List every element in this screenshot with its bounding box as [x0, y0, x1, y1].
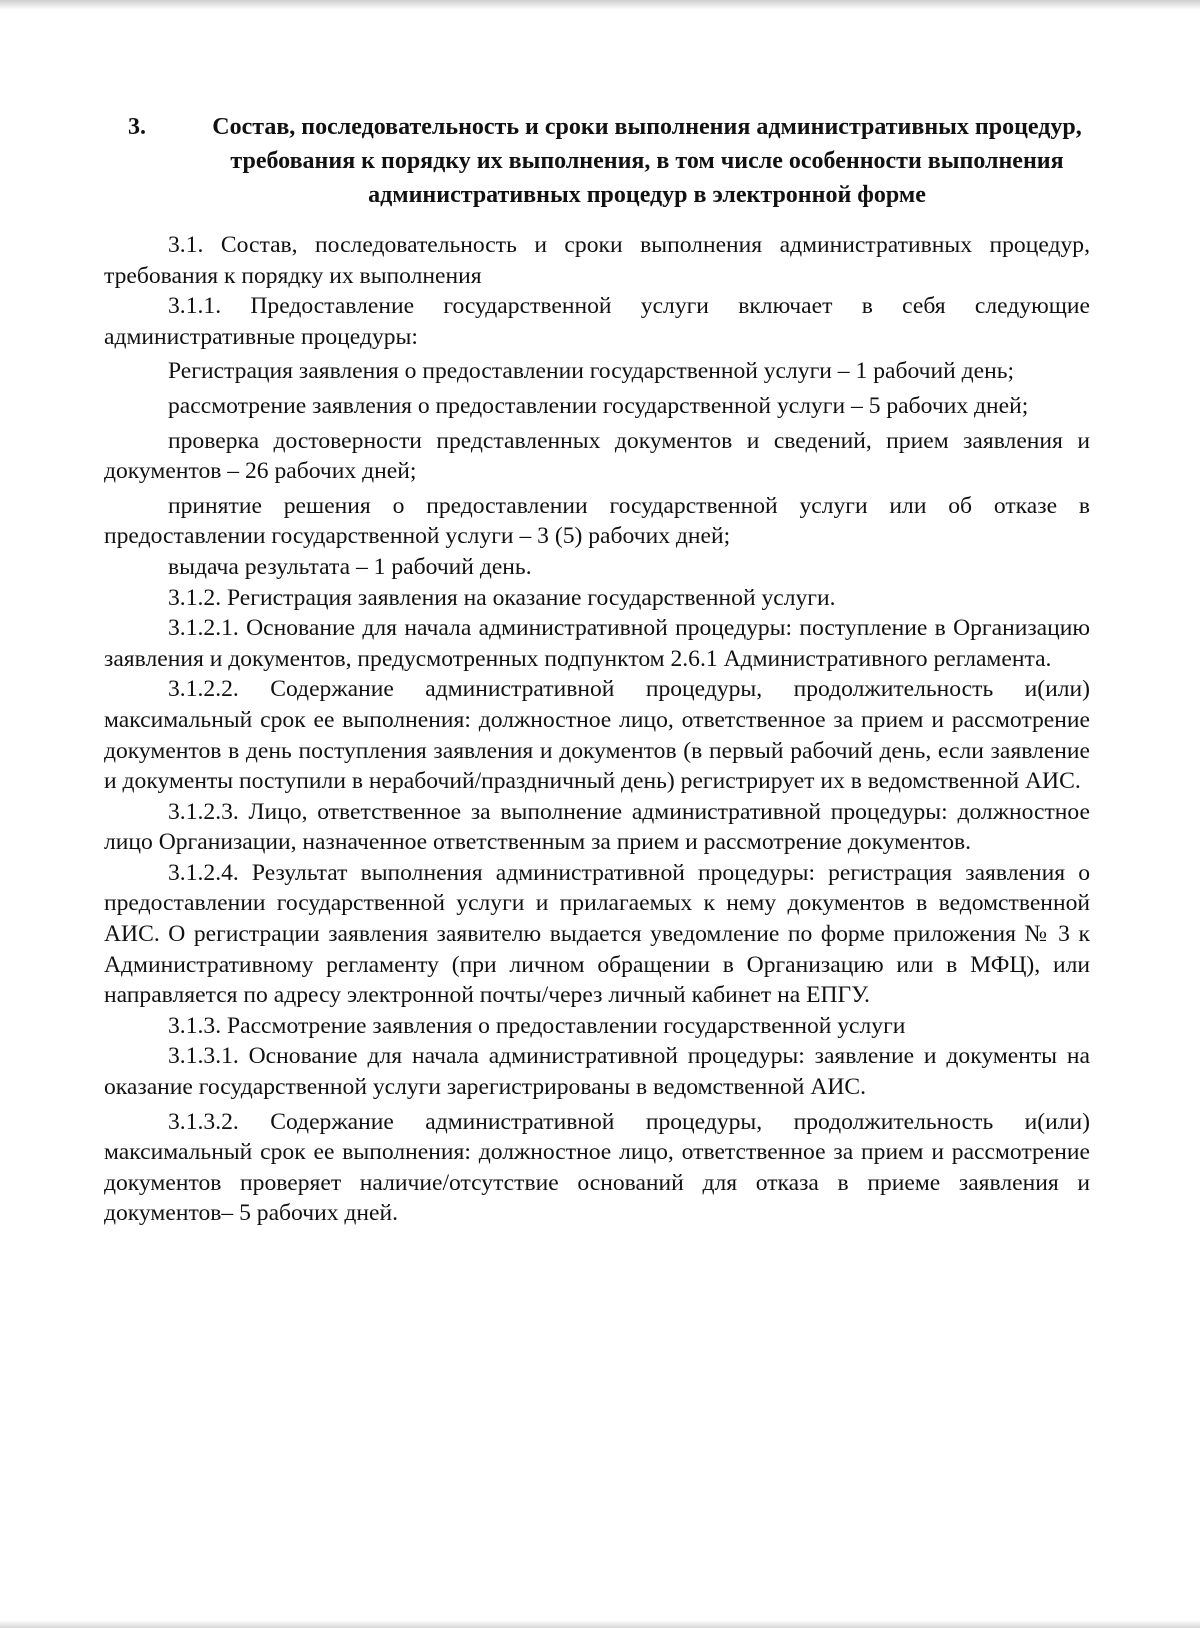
section-title: Состав, последовательность и сроки выполнения административных процедур, требования к порядку их выполнения, в том числе особенности выполнения административных процедур в электронной форме — [212, 114, 1082, 208]
document-body — [104, 230, 1090, 1229]
section-heading — [128, 110, 1098, 212]
paragraph-3-1-2-4: 3.1.2.4. Результат выполнения административной процедуры: регистрация заявления о предоставлении государственной услуги и прилагаемых к нему документов в ведомственной АИС. О регистрации заявления заявителю выдается уведомление по форме приложения № 3 к Административному регламенту (при личном обращении в Организацию или в МФЦ), или направляется по адресу электронной почты/через личный кабинет на ЕПГУ. — [104, 859, 1090, 1009]
list-item-registration: Регистрация заявления о предоставлении государственной услуги – 1 рабочий день; — [168, 358, 1015, 385]
paragraph-3-1-2-2: 3.1.2.2. Содержание административной процедуры, продолжительность и(или) максимальный срок ее выполнения: должностное лицо, ответственное за прием и рассмотрение документов в день поступления заявления и документов (в первый рабочий день, если заявление и документы поступили в нерабочий/праздничный день) регистрирует их в ведомственной АИС. — [104, 676, 1090, 795]
paragraph-3-1-3: 3.1.3. Рассмотрение заявления о предоставлении государственной услуги — [168, 1012, 906, 1039]
list-item-issuance: выдача результата – 1 рабочий день. — [168, 553, 532, 580]
paragraph-3-1-2: 3.1.2. Регистрация заявления на оказание государственной услуги. — [168, 584, 836, 611]
paragraph-3-1-1: 3.1.1. Предоставление государственной услуги включает в себя следующие административные процедуры: — [104, 293, 1090, 350]
list-item-review: рассмотрение заявления о предоставлении государственной услуги – 5 рабочих дней; — [168, 392, 1029, 419]
paragraph-3-1-3-2: 3.1.3.2. Содержание административной процедуры, продолжительность и(или) максимальный срок ее выполнения: должностное лицо, ответственное за прием и рассмотрение документов проверяет наличие/отсутствие оснований для отказа в приеме заявления и документов– 5 рабочих дней. — [104, 1108, 1090, 1227]
paragraph-3-1-2-3: 3.1.2.3. Лицо, ответственное за выполнение административной процедуры: должностное лицо Организации, назначенное ответственным за прием и рассмотрение документов. — [104, 798, 1090, 856]
paragraph-3-1: 3.1. Состав, последовательность и сроки выполнения административных процедур, требования к порядку их выполнения — [104, 232, 1090, 289]
section-number: 3. — [128, 114, 146, 140]
scan-top-edge — [0, 0, 1200, 10]
list-item-decision: принятие решения о предоставлении государственной услуги или об отказе в предоставлении государственной услуги – 3 (5) рабочих дней; — [104, 492, 1090, 550]
paragraph-3-1-3-1: 3.1.3.1. Основание для начала административной процедуры: заявление и документы на оказание государственной услуги зарегистрированы в ведомственной АИС. — [104, 1043, 1090, 1101]
paragraph-3-1-2-1: 3.1.2.1. Основание для начала административной процедуры: поступление в Организацию заявления и документов, предусмотренных подпунктом 2.6.1 Административного регламента. — [104, 615, 1090, 672]
scan-bottom-edge — [0, 1620, 1200, 1628]
list-item-verification: проверка достоверности представленных документов и сведений, прием заявления и документов – 26 рабочих дней; — [104, 427, 1090, 485]
